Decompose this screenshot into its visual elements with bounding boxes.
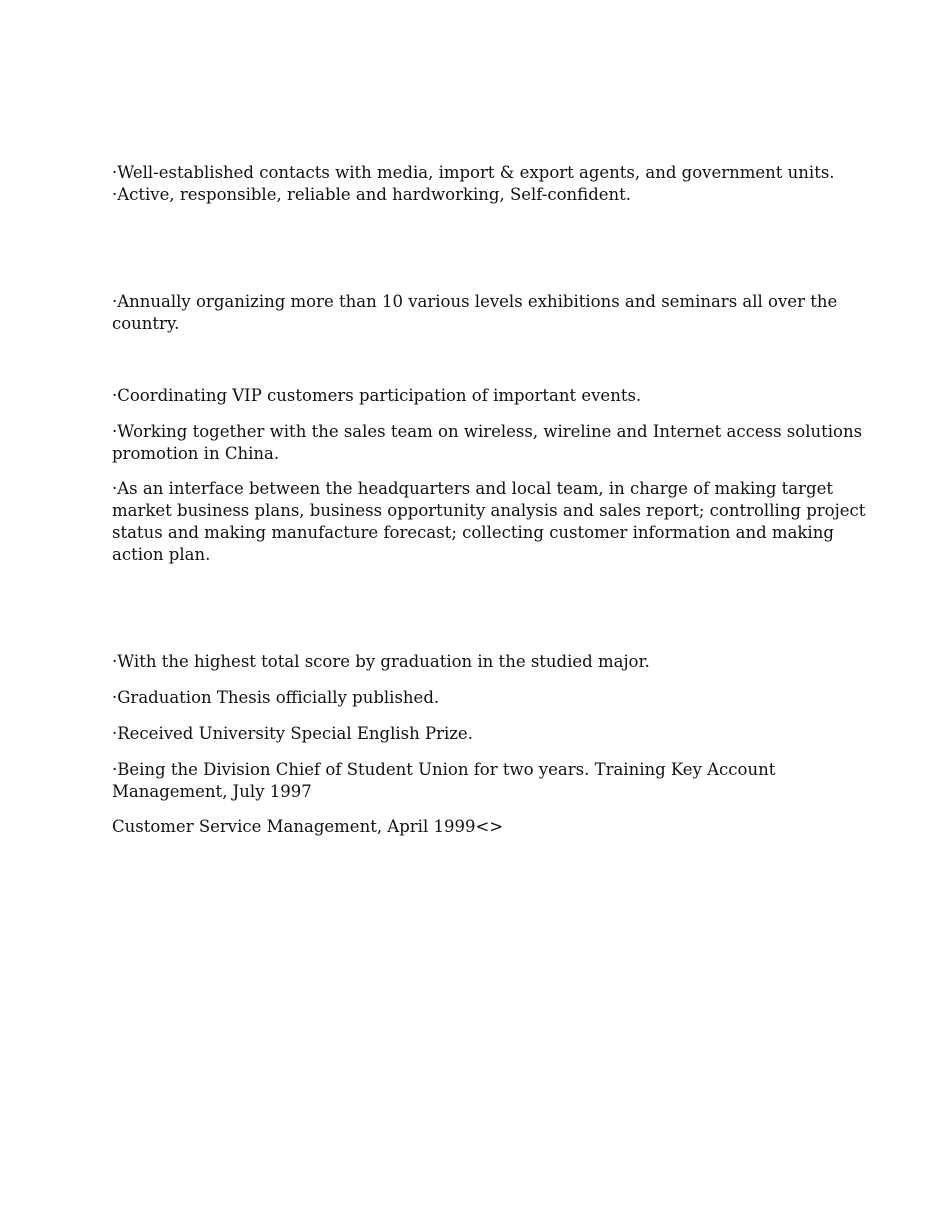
text-line: ·Being the Division Chief of Student Union for two years. Training Key Account [112, 760, 776, 779]
experience-paragraph [112, 291, 842, 335]
profile-paragraph [112, 162, 842, 206]
text-line: market business plans, business opportunity analysis and sales report; controlling project [112, 501, 866, 520]
training-paragraph [112, 816, 842, 838]
education-paragraph-prize [112, 723, 842, 745]
text-line: country. [112, 314, 180, 333]
text-line: Customer Service Management, April 1999<> [112, 817, 504, 836]
duty-paragraph-sales [112, 421, 863, 465]
text-line: Management, July 1997 [112, 782, 312, 801]
education-paragraph-score [112, 651, 842, 673]
duty-paragraph-interface [112, 478, 866, 566]
text-line: ·Active, responsible, reliable and hardworking, Self-confident. [112, 185, 632, 204]
text-line: ·Received University Special English Prize. [112, 724, 473, 743]
text-line: status and making manufacture forecast; collecting customer information and making [112, 523, 834, 542]
text-line: ·With the highest total score by graduation in the studied major. [112, 652, 650, 671]
text-line: ·Annually organizing more than 10 various levels exhibitions and seminars all over the [112, 292, 838, 311]
text-line: ·Graduation Thesis officially published. [112, 688, 440, 707]
text-line: ·Working together with the sales team on wireless, wireline and Internet access solutions [112, 422, 863, 441]
education-paragraph-thesis [112, 687, 842, 709]
education-paragraph-union [112, 759, 842, 803]
text-line: ·Well-established contacts with media, import & export agents, and government units. [112, 163, 835, 182]
duty-paragraph-vip [112, 385, 842, 407]
text-line: ·As an interface between the headquarters and local team, in charge of making target [112, 479, 833, 498]
text-line: promotion in China. [112, 444, 280, 463]
text-line: action plan. [112, 545, 211, 564]
text-line: ·Coordinating VIP customers participation of important events. [112, 386, 642, 405]
